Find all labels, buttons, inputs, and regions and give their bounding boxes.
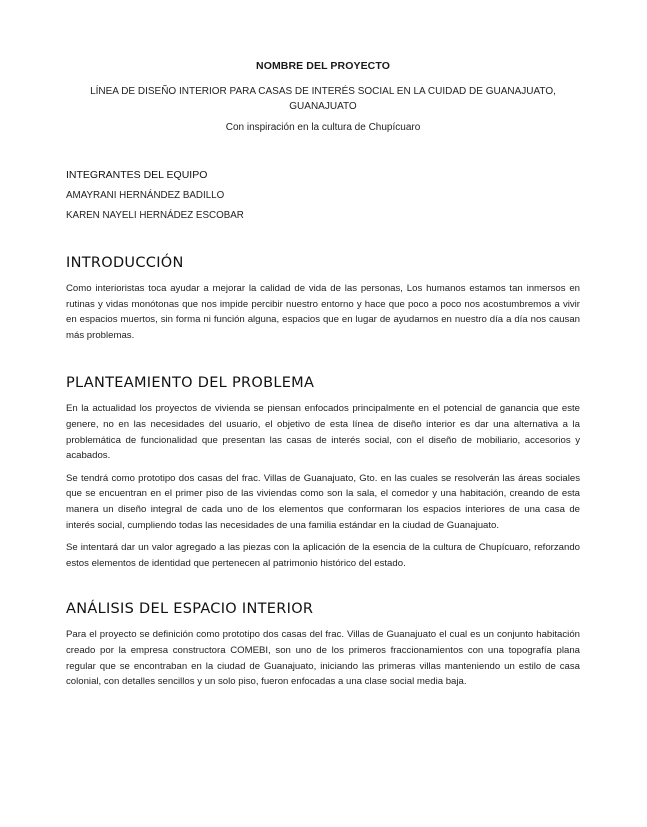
section-introduccion (66, 255, 580, 343)
paragraph: Para el proyecto se definición como prototipo dos casas del frac. Villas de Guanajuato el cual es un conjunto habitación creado por la empresa constructora COMEBI, son uno de los primeros fraccionamientos con una topografía plana regular que se encontraban en la ciudad de Guanajuato, iniciando las primeras villas manteniendo un estilo de casa colonial, con detalles sencillos y un solo piso, fueron enfocadas a una clase social media baja. (66, 629, 580, 688)
team-heading: INTEGRANTES DEL EQUIPO (66, 169, 208, 181)
paragraph: En la actualidad los proyectos de vivienda se piensan enfocados principalmente en el potencial de ganancia que este genere, no en las necesidades del usuario, el objetivo de esta línea de diseño interior es dar una alternativa a la problemática de funcionalidad que presentan las casas de interés social, con el diseño de mobiliario, accesorios y acabados. (66, 403, 580, 462)
paragraph: Se tendrá como prototipo dos casas del frac. Villas de Guanajuato, Gto. en las cuales se resolverán las áreas sociales que se encuentran en el primer piso de las viviendas como son la sala, el comedor y una habitación, creando de esta manera un diseño integral de cada uno de los elementos que conformaran los espacios interiores de una casa de interés social, cumpliendo todas las necesidades de una familia estándar en la ciudad de Guanajuato. (66, 472, 580, 531)
paragraph: Se intentará dar un valor agregado a las piezas con la aplicación de la esencia de la cultura de Chupícuaro, reforzando estos elementos de identidad que pertenecen al patrimonio histórico del estado. (66, 542, 580, 569)
team-member: KAREN NAYELI HERNÁDEZ ESCOBAR (66, 210, 244, 221)
paragraph: Como interioristas toca ayudar a mejorar la calidad de vida de las personas, Los humanos estamos tan inmersos en rutinas y vidas monótonas que nos impide percibir nuestro entorno y hace que poco a poco nos acostumbremos a vivir en espacios muertos, sin forma ni función alguna, espacios que en lugar de ayudarnos en nuestro día a día nos causan más problemas. (66, 283, 580, 341)
section-title: PLANTEAMIENTO DEL PROBLEMA (66, 375, 315, 392)
section-analisis (66, 601, 580, 689)
section-title: INTRODUCCIÓN (66, 255, 184, 271)
project-inspiration: Con inspiración en la cultura de Chupícuaro (225, 122, 421, 133)
project-name-line-1: LÍNEA DE DISEÑO INTERIOR PARA CASAS DE INTERÉS SOCIAL EN LA CUIDAD DE GUANAJUATO, (90, 86, 556, 97)
section-title: ANÁLISIS DEL ESPACIO INTERIOR (66, 601, 314, 618)
project-name-line-2: GUANAJUATO (289, 101, 357, 112)
team-member: AMAYRANI HERNÁNDEZ BADILLO (66, 190, 225, 201)
project-heading: NOMBRE DEL PROYECTO (256, 60, 390, 72)
project-name (66, 84, 580, 114)
section-planteamiento (66, 375, 580, 571)
